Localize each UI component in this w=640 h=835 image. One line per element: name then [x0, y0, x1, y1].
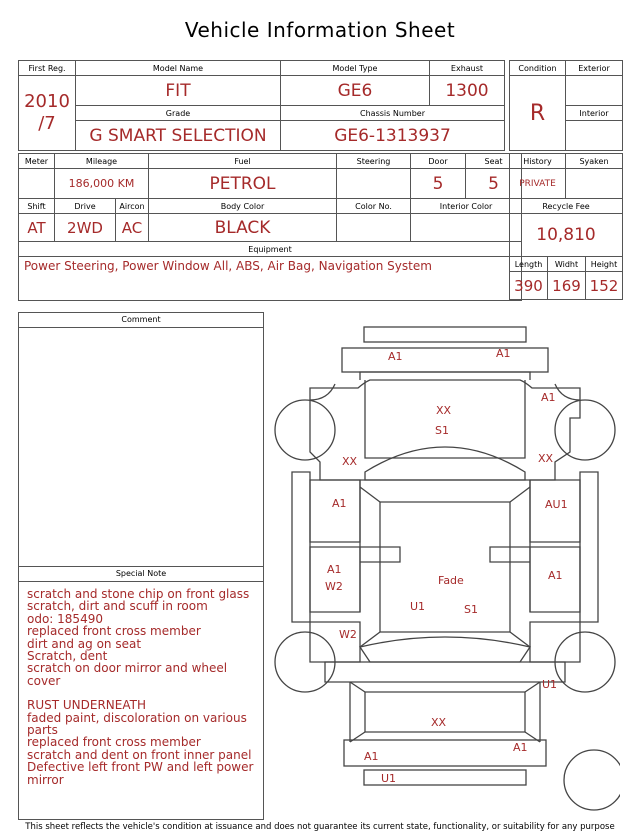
door-header: Door: [411, 154, 466, 169]
length-value: 390: [510, 272, 548, 300]
mileage-header: Mileage: [55, 154, 149, 169]
special-note-item: Scratch, dent: [27, 649, 108, 664]
right-side-sill: [580, 472, 598, 622]
interior-color-header: Interior Color: [411, 199, 522, 214]
special-note-item: replaced front cross member: [27, 624, 201, 639]
left-headlamp: [310, 384, 335, 400]
body-color-header: Body Color: [149, 199, 337, 214]
mark-roof-s: S1: [464, 603, 478, 616]
mark-rear-door-right: A1: [548, 569, 563, 582]
meter-header: Meter: [19, 154, 55, 169]
meter-value: [19, 169, 55, 199]
fuel-header: Fuel: [149, 154, 337, 169]
model-name-header: Model Name: [76, 61, 281, 76]
mark-right-front-corner: A1: [541, 391, 556, 404]
spec-table: [18, 153, 522, 301]
condition-header: Condition: [510, 61, 566, 76]
front-bumper: [342, 348, 548, 372]
seat-header: Seat: [466, 154, 522, 169]
mark-trunk: XX: [431, 716, 447, 729]
special-note-item: faded paint, discoloration on various parts: [27, 710, 247, 738]
sheet-title: Vehicle Information Sheet: [184, 18, 456, 42]
model-type-header: Model Type: [281, 61, 430, 76]
steering-value: [337, 169, 411, 199]
first-reg-value: 2010 /7: [19, 76, 76, 151]
mark-rear-lower: U1: [381, 772, 397, 785]
mark-rear-door-left-2: W2: [325, 580, 343, 593]
color-no-value: [337, 214, 411, 242]
comment-panel: [18, 312, 264, 820]
front-right-wheel-icon: [555, 400, 615, 460]
special-note-item: dirt and ag on seat: [27, 636, 142, 651]
mark-hood-s: S1: [435, 424, 449, 437]
equipment-value: Power Steering, Power Window All, ABS, Air Bag, Navigation System: [19, 257, 522, 301]
interior-header: Interior: [566, 106, 623, 121]
history-value: PRIVATE: [510, 169, 566, 199]
shift-header: Shift: [19, 199, 55, 214]
special-note-item: scratch and dent on front inner panel: [27, 747, 252, 762]
front-left-wheel-icon: [275, 400, 335, 460]
mark-rear-quarter-right: U1: [542, 678, 558, 691]
steering-header: Steering: [337, 154, 411, 169]
grade-value: G SMART SELECTION: [76, 121, 281, 151]
recycle-fee-value: 10,810: [510, 214, 623, 257]
interior-color-value: [411, 214, 522, 242]
mark-front-bumper-right: A1: [496, 347, 511, 360]
first-reg-header: First Reg.: [19, 61, 76, 76]
width-header: Widht: [548, 257, 586, 272]
color-no-header: Color No.: [337, 199, 411, 214]
width-value: 169: [548, 272, 586, 300]
interior-value: [566, 121, 623, 151]
mark-hood: XX: [436, 404, 452, 417]
rear-window: [360, 637, 530, 662]
seat-value: 5: [466, 169, 522, 199]
front-apron: [360, 372, 530, 380]
length-header: Length: [510, 257, 548, 272]
mark-rear-bumper-left: A1: [364, 750, 379, 763]
rear-deck: [325, 662, 565, 682]
history-header: History: [510, 154, 566, 169]
door-value: 5: [411, 169, 466, 199]
shift-value: AT: [19, 214, 55, 242]
front-bumper-top-part: [364, 327, 526, 342]
chassis-value: GE6-1313937: [281, 121, 505, 151]
special-note-item: replaced front cross member: [27, 735, 201, 750]
mileage-value: 186,000 KM: [55, 169, 149, 199]
spare-tire-icon: [564, 750, 620, 810]
car-damage-diagram: [270, 322, 620, 817]
recycle-fee-header: Recycle Fee: [510, 199, 623, 214]
model-name-value: FIT: [76, 76, 281, 106]
disclaimer-footer: This sheet reflects the vehicle's condition at issuance and does not guarantee its current state, functionality, or suitability for any purpose: [25, 822, 615, 832]
special-note-item: scratch and stone chip on front glass: [27, 587, 250, 601]
mark-front-door-right: AU1: [545, 498, 568, 511]
special-note-header: Special Note: [19, 566, 263, 582]
special-note-item: scratch, dirt and scuff in room: [27, 599, 208, 614]
body-color-value: BLACK: [149, 214, 337, 242]
exterior-value: [566, 76, 623, 106]
right-front-door: [530, 480, 580, 542]
mark-front-bumper-left: A1: [388, 350, 403, 363]
model-info-table: [18, 60, 505, 151]
syaken-header: Syaken: [566, 154, 623, 169]
right-headlamp: [555, 384, 580, 400]
height-value: 152: [586, 272, 623, 300]
mark-rear-quarter-left: W2: [339, 628, 357, 641]
aircon-value: AC: [116, 214, 149, 242]
model-type-value: GE6: [281, 76, 430, 106]
special-note-item: Defective left front PW and left power mirror: [27, 760, 254, 787]
mark-roof-u: U1: [410, 600, 426, 613]
mark-rear-bumper-right: A1: [513, 741, 528, 754]
chassis-header: Chassis Number: [281, 106, 505, 121]
syaken-value: [566, 169, 623, 199]
special-note-item: RUST UNDERNEATH: [27, 698, 146, 713]
exhaust-value: 1300: [430, 76, 505, 106]
mark-front-door-left: A1: [332, 497, 347, 510]
equipment-header: Equipment: [19, 242, 522, 257]
drive-value: 2WD: [55, 214, 116, 242]
grade-header: Grade: [76, 106, 281, 121]
aircon-header: Aircon: [116, 199, 149, 214]
mark-front-fender-right: XX: [538, 452, 554, 465]
drive-header: Drive: [55, 199, 116, 214]
special-notes-list: [27, 588, 259, 786]
history-table: [509, 153, 623, 300]
special-note-item: odo: 185490: [27, 611, 103, 626]
mark-front-fender-left: XX: [342, 455, 358, 468]
left-front-door: [310, 480, 360, 542]
left-side-sill: [292, 472, 310, 622]
mark-rear-door-left-1: A1: [327, 563, 342, 576]
exterior-header: Exterior: [566, 61, 623, 76]
exhaust-header: Exhaust: [430, 61, 505, 76]
windshield: [365, 447, 525, 480]
roof: [380, 502, 510, 632]
height-header: Height: [586, 257, 623, 272]
comment-header: Comment: [19, 313, 263, 328]
condition-table: [509, 60, 623, 151]
mark-roof: Fade: [438, 574, 464, 587]
special-note-item: scratch on door mirror and wheel cover: [27, 661, 228, 688]
condition-value: R: [510, 76, 566, 151]
fuel-value: PETROL: [149, 169, 337, 199]
